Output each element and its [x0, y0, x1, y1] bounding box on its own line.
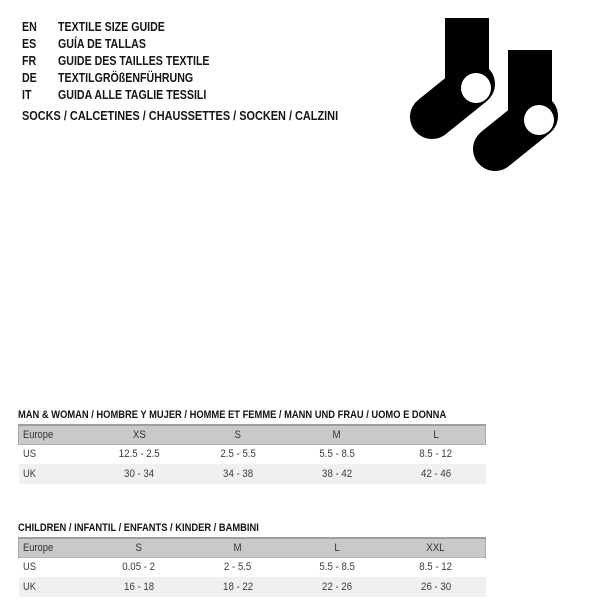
size-value-cell: 26 - 30 [420, 581, 452, 593]
lang-row-en [22, 18, 236, 35]
size-value-cell: 42 - 46 [420, 468, 452, 480]
language-list [22, 18, 236, 104]
lang-code-fr: FR [22, 53, 37, 68]
lang-label-de: TEXTILGRÖßENFÜHRUNG [58, 71, 194, 86]
size-value-cell: 8.5 - 12 [419, 448, 453, 461]
lang-label-it: GUIDA ALLE TAGLIE TESSILI [58, 88, 207, 103]
size-table-title-adult: MAN & WOMAN / HOMBRE Y MUJER / HOMME ET FEMME / MANN UND FRAU / UOMO E DONNA [18, 409, 447, 421]
size-value-cell: 5.5 - 8.5 [319, 448, 355, 461]
region-cell: UK [22, 468, 36, 480]
lang-code-it: IT [22, 88, 32, 103]
socks-icon [400, 14, 560, 190]
size-table-children [18, 537, 486, 597]
size-value-cell: 34 - 38 [222, 468, 254, 480]
lang-code-es: ES [22, 36, 37, 51]
col-header-xs: XS [90, 425, 189, 444]
col-header-s: S [90, 538, 189, 557]
size-value-cell: 30 - 34 [123, 468, 155, 480]
size-table-section-children [18, 522, 485, 597]
col-header-m: M [189, 538, 288, 557]
category-line: SOCKS / CALCETINES / CHAUSSETTES / SOCKEN / CALZINI [22, 108, 339, 123]
size-table-adult [18, 424, 486, 484]
col-header-l: L [288, 538, 387, 557]
size-table-section-adult [18, 409, 485, 484]
sock-back-icon [432, 18, 491, 117]
col-header-region: Europe [19, 538, 90, 557]
lang-code-en: EN [22, 19, 37, 34]
region-cell: US [22, 561, 36, 574]
col-header-xxl: XXL [387, 538, 486, 557]
lang-row-de [22, 70, 236, 87]
lang-label-fr: GUIDE DES TAILLES TEXTILE [58, 53, 210, 68]
size-value-cell: 8.5 - 12 [419, 561, 453, 574]
col-header-m: M [288, 425, 387, 444]
col-header-l: L [387, 425, 486, 444]
col-header-s: S [189, 425, 288, 444]
region-cell: UK [22, 581, 36, 593]
size-value-cell: 2 - 5.5 [224, 561, 252, 574]
size-value-cell: 18 - 22 [222, 581, 254, 593]
col-header-region: Europe [19, 425, 90, 444]
table-row-us [19, 444, 486, 464]
size-value-cell: 16 - 18 [123, 581, 155, 593]
lang-row-it [22, 87, 236, 104]
lang-row-fr [22, 52, 236, 69]
table-row-uk [19, 577, 486, 597]
table-row-uk [19, 464, 486, 484]
size-value-cell: 38 - 42 [321, 468, 353, 480]
header-row [19, 538, 486, 557]
lang-label-es: GUÍA DE TALLAS [58, 36, 146, 51]
sock-front-icon [495, 50, 554, 149]
size-value-cell: 2.5 - 5.5 [220, 448, 256, 461]
size-value-cell: 12.5 - 2.5 [118, 448, 160, 461]
lang-label-en: TEXTILE SIZE GUIDE [58, 19, 165, 34]
lang-row-es [22, 35, 236, 52]
region-cell: US [22, 448, 36, 461]
size-value-cell: 0.05 - 2 [122, 561, 156, 574]
header-row [19, 425, 486, 444]
table-row-us [19, 557, 486, 577]
size-table-title-children: CHILDREN / INFANTIL / ENFANTS / KINDER / BAMBINI [18, 522, 259, 534]
size-value-cell: 5.5 - 8.5 [319, 561, 355, 574]
size-value-cell: 22 - 26 [321, 581, 353, 593]
lang-code-de: DE [22, 71, 37, 86]
